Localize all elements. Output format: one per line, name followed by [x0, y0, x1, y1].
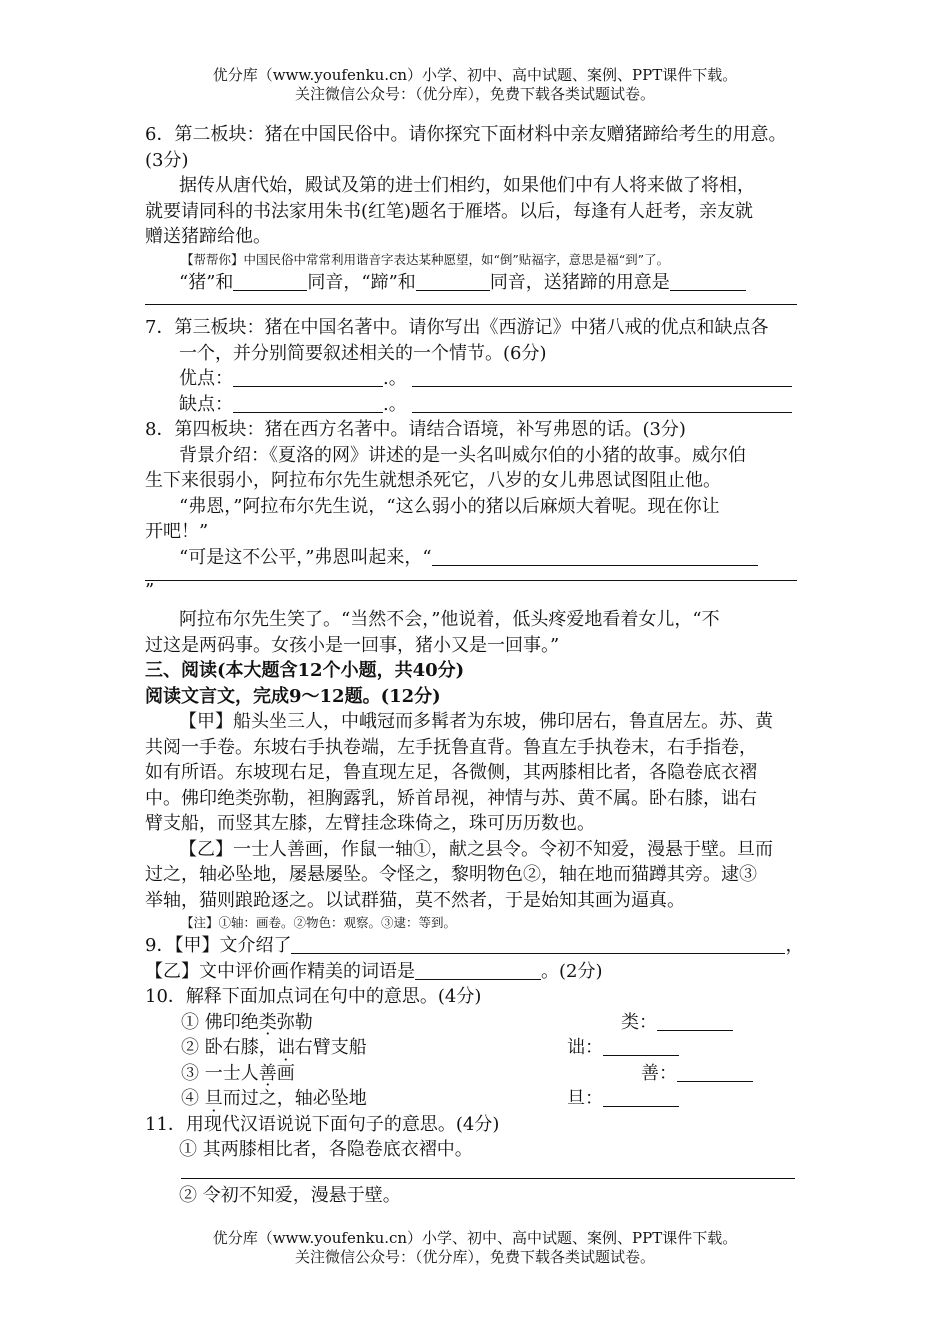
passage-yi-line: 举轴，猫则踉跄逐之。以试群猫，莫不然者，于是始知其画为逼真。 — [145, 889, 685, 911]
footer-line-2: 关注微信公众号：（优分库），免费下载各类试题试卷。 — [294, 1248, 655, 1266]
footer-line-1: 优分库（www.youfenku.cn）小学、初中、高中试题、案例、PPT课件下载。 — [212, 1229, 738, 1247]
q7-fault-plot-blank[interactable] — [412, 394, 792, 413]
q9-row-b: 【乙】文中评价画作精美的词语是 。(2分) — [145, 960, 603, 982]
q6-blank-1[interactable] — [233, 272, 307, 291]
header-line-1: 优分库（www.youfenku.cn）小学、初中、高中试题、案例、PPT课件下载。 — [212, 66, 738, 84]
q8-dialogue-5: 过这是两码事。女孩小是一回事，猪小又是一回事。” — [145, 634, 560, 656]
passage-jia-line: 如有所语。东坡现右足，鲁直现左足，各微侧，其两膝相比者，各隐卷底衣褶 — [145, 762, 757, 783]
q10-title: 10．解释下面加点词在句中的意思。(4分) — [145, 986, 482, 1007]
q8-dialogue-3: “可是这不公平，”弗恩叫起来，“ — [145, 545, 825, 571]
q10-blank[interactable] — [603, 1088, 679, 1107]
q8-title: 8．第四板块：猪在西方名著中。请结合语境，补写弗恩的话。(3分) — [145, 419, 686, 440]
q7-title-2: 一个，并分别简要叙述相关的一个情节。(6分) — [179, 342, 547, 364]
q6-para-1: 据传从唐代始，殿试及第的进士们相约，如果他们中有人将来做了将相， — [179, 175, 755, 196]
q7-merit-blank[interactable] — [233, 368, 383, 387]
passage-jia-line: 共阅一手卷。东坡右手执卷端，左手抚鲁直背。鲁直左手执卷末，右手指卷， — [145, 736, 757, 758]
q10-blank[interactable] — [677, 1063, 753, 1082]
q9-blank-b[interactable] — [415, 961, 541, 980]
q8-blank-1[interactable] — [432, 547, 758, 566]
q8-background-1: 背景介绍：《夏洛的网》讲述的是一头名叫威尔伯的小猪的故事。威尔伯 — [179, 444, 746, 466]
dotted-word: 善 — [258, 1062, 277, 1084]
q7-fault-row: 缺点： .。 — [145, 392, 825, 418]
passage-jia-line: 臂支船，而竖其左膝，左臂挂念珠倚之，珠可历历数也。 — [145, 813, 595, 834]
q11-sentence-2: ② 令初不知爱，漫悬于壁。 — [179, 1184, 401, 1206]
q8-dialogue-2: 开吧！” — [145, 521, 209, 542]
q7-fault-blank[interactable] — [233, 394, 383, 413]
q7-title: 7．第三板块：猪在中国名著中。请你写出《西游记》中猪八戒的优点和缺点各 — [145, 317, 769, 338]
section3-title: 三、阅读(本大题含12个小题，共40分) — [145, 660, 465, 681]
q6-blank-2[interactable] — [416, 272, 490, 291]
q9-row-a: 9．【甲】文介绍了 ， — [145, 935, 804, 956]
dotted-word: 类 — [258, 1011, 277, 1033]
q10-blank[interactable] — [657, 1012, 733, 1031]
q6-title: 6．第二板块：猪在中国民俗中。请你探究下面材料中亲友赠猪蹄给考生的用意。 — [145, 124, 787, 145]
q10-item: ① 佛印绝类弥勒 类： — [145, 1010, 825, 1036]
q7-merit-plot-blank[interactable] — [412, 368, 792, 387]
q6-fill-row: “猪”和 同音，“蹄”和 同音，送猪蹄的用意是 — [145, 270, 825, 296]
passage-notes: 【注】①轴：画卷。②物色：观察。③逮：等到。 — [181, 915, 457, 930]
section3-subtitle: 阅读文言文，完成9～12题。(12分) — [145, 685, 441, 707]
passage-jia-line: 中。佛印绝类弥勒，袒胸露乳，矫首昂视，神情与苏、黄不属。卧右膝，诎右 — [145, 787, 757, 809]
q10-blank[interactable] — [603, 1037, 679, 1056]
exam-content — [145, 122, 825, 1208]
q8-dialogue-1: “弗恩，”阿拉布尔先生说，“这么弱小的猪以后麻烦大着呢。现在你让 — [179, 495, 720, 517]
q8-close-quote: ” — [145, 580, 155, 601]
q6-para-3: 赠送猪蹄给他。 — [145, 226, 271, 247]
q7-merit-row: 优点： .。 — [145, 366, 825, 392]
passage-yi-line: 【乙】一士人善画，作鼠一轴①，献之县令。令初不知爱，漫悬于壁。旦而 — [179, 838, 773, 860]
header-line-2: 关注微信公众号：（优分库），免费下载各类试题试卷。 — [294, 85, 655, 103]
q9-blank-a[interactable] — [291, 935, 785, 954]
q6-score: (3分) — [145, 149, 189, 171]
page-footer — [0, 1229, 950, 1267]
q6-para-2: 就要请同科的书法家用朱书(红笔)题名于雁塔。以后，每逢有人赶考，亲友就 — [145, 200, 754, 222]
passage-yi-line: 过之，轴必坠地，屡悬屡坠。令怪之，黎明物色②，轴在地而猫蹲其旁。逮③ — [145, 864, 757, 885]
q10-item: ③ 一士人善画 善： — [145, 1061, 825, 1087]
dotted-word: 诎 — [276, 1037, 295, 1058]
q8-background-2: 生下来很弱小，阿拉布尔先生就想杀死它，八岁的女儿弗恩试图阻止他。 — [145, 470, 721, 491]
page-header — [0, 66, 950, 104]
q11-sentence-1: ① 其两膝相比者，各隐卷底衣褶中。 — [179, 1139, 473, 1160]
q10-item: ④ 旦而过之，轴必坠地 旦： — [145, 1086, 825, 1112]
q6-blank-3[interactable] — [670, 272, 746, 291]
q8-dialogue-4: 阿拉布尔先生笑了。“当然不会，”他说着，低头疼爱地看着女儿，“不 — [179, 609, 720, 630]
q11-answer-line[interactable] — [181, 1177, 795, 1179]
dotted-word: 旦 — [204, 1088, 223, 1109]
q6-hint: 【帮帮你】中国民俗中常常利用谐音字表达某种愿望，如“倒”贴福字，意思是福“到”了。 — [181, 251, 670, 267]
q6-answer-line[interactable] — [145, 303, 797, 305]
q10-item: ② 卧右膝，诎右臂支船 诎： — [145, 1035, 825, 1061]
q11-title: 11．用现代汉语说说下面句子的意思。(4分) — [145, 1113, 500, 1135]
passage-jia-line: 【甲】船头坐三人，中峨冠而多髯者为东坡，佛印居右，鲁直居左。苏、黄 — [179, 711, 773, 732]
